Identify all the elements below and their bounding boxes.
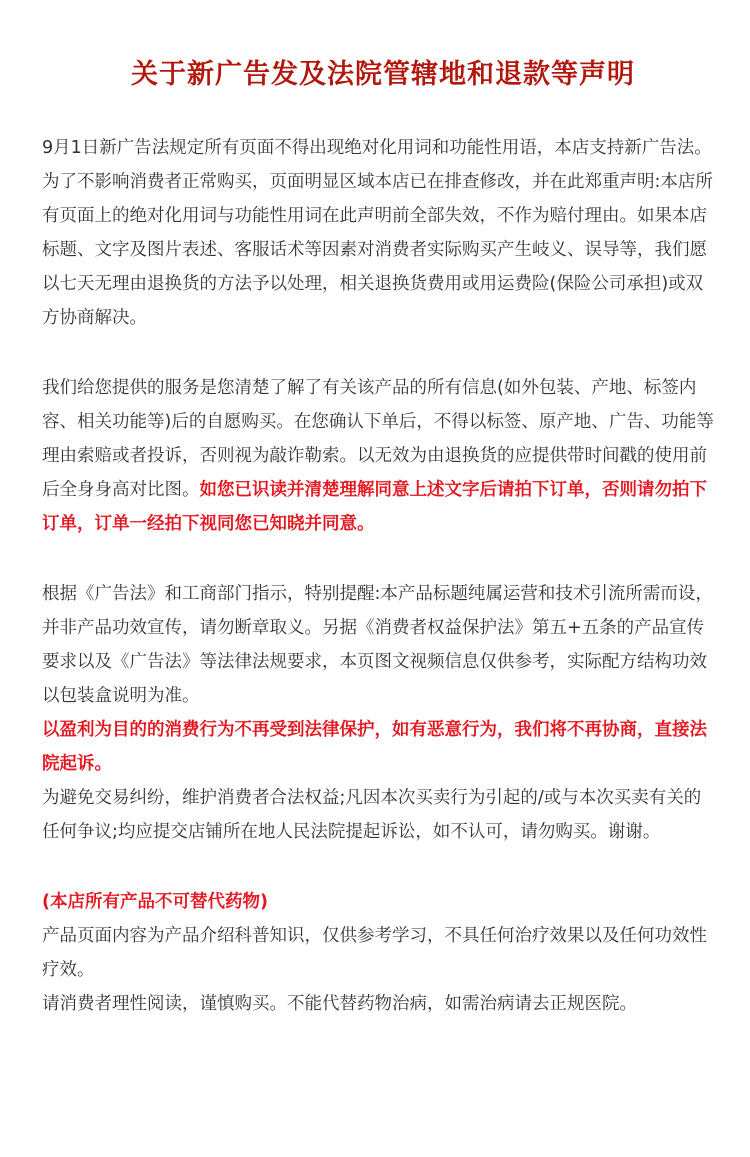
medical-disclaimer-advice: 请消费者理性阅读，谨慎购买。不能代替药物治病，如需治病请去正规医院。	[42, 994, 637, 1014]
section-ad-law	[42, 131, 716, 335]
medical-disclaimer-highlight: (本店所有产品不可替代药物)	[42, 892, 268, 912]
legal-notice-highlight: 以盈利为目的的消费行为不再受到法律保护，如有恶意行为，我们将不再协商，直接法院起诉。	[42, 720, 707, 774]
section-medical-disclaimer	[42, 885, 716, 1021]
ad-law-text: 9月1日新广告法规定所有页面不得出现绝对化用词和功能性用语，本店支持新广告法。为了不影响消费者正常购买，页面明显区域本店已在排查修改，并在此郑重声明:本店所有页面上的绝对化用词与功能性用词在此声明前全部失效，不作为赔付理由。如果本店标题、文字及图片表述、客服话术等因素对消费者实际购买产生岐义、误导等，我们愿以七天无理由退换货的方法予以处理，相关退换货费用或用运费险(保险公司承担)或双方协商解决。	[42, 138, 713, 328]
purchase-consent-highlight: 如您已识读并清楚理解同意上述文字后请拍下订单，否则请勿拍下订单，订单一经拍下视同您已知晓并同意。	[42, 480, 707, 534]
page-title: 关于新广告发及法院管辖地和退款等声明	[131, 59, 635, 90]
legal-notice-text: 根据《广告法》和工商部门指示，特别提醒:本产品标题纯属运营和技术引流所需而设，并非产品功效宣传，请勿断章取义。另据《消费者权益保护法》第五+五条的产品宣传要求以及《广告法》等法律法规要求，本页图文视频信息仅供参考，实际配方结构功效以包装盒说明为准。	[42, 584, 713, 706]
section-purchase-consent	[42, 371, 716, 541]
dispute-resolution-text: 为避免交易纠纷，维护消费者合法权益;凡因本次买卖行为引起的/或与本次买卖有关的任何争议;均应提交店铺所在地人民法院提起诉讼，如不认可，请勿购买。谢谢。	[42, 788, 702, 842]
purchase-consent-text: 我们给您提供的服务是您清楚了解了有关该产品的所有信息(如外包装、产地、标签内容、相关功能等)后的自愿购买。在您确认下单后，不得以标签、原产地、广告、功能等理由索赔或者投诉，否则视为敲诈勒索。以无效为由退换货的应提供带时间戳的使用前后全身身高对比图。	[42, 378, 714, 500]
section-legal-notice	[42, 577, 716, 849]
medical-disclaimer-text: 产品页面内容为产品介绍科普知识，仅供参考学习，不具任何治疗效果以及任何功效性疗效。	[42, 926, 707, 980]
